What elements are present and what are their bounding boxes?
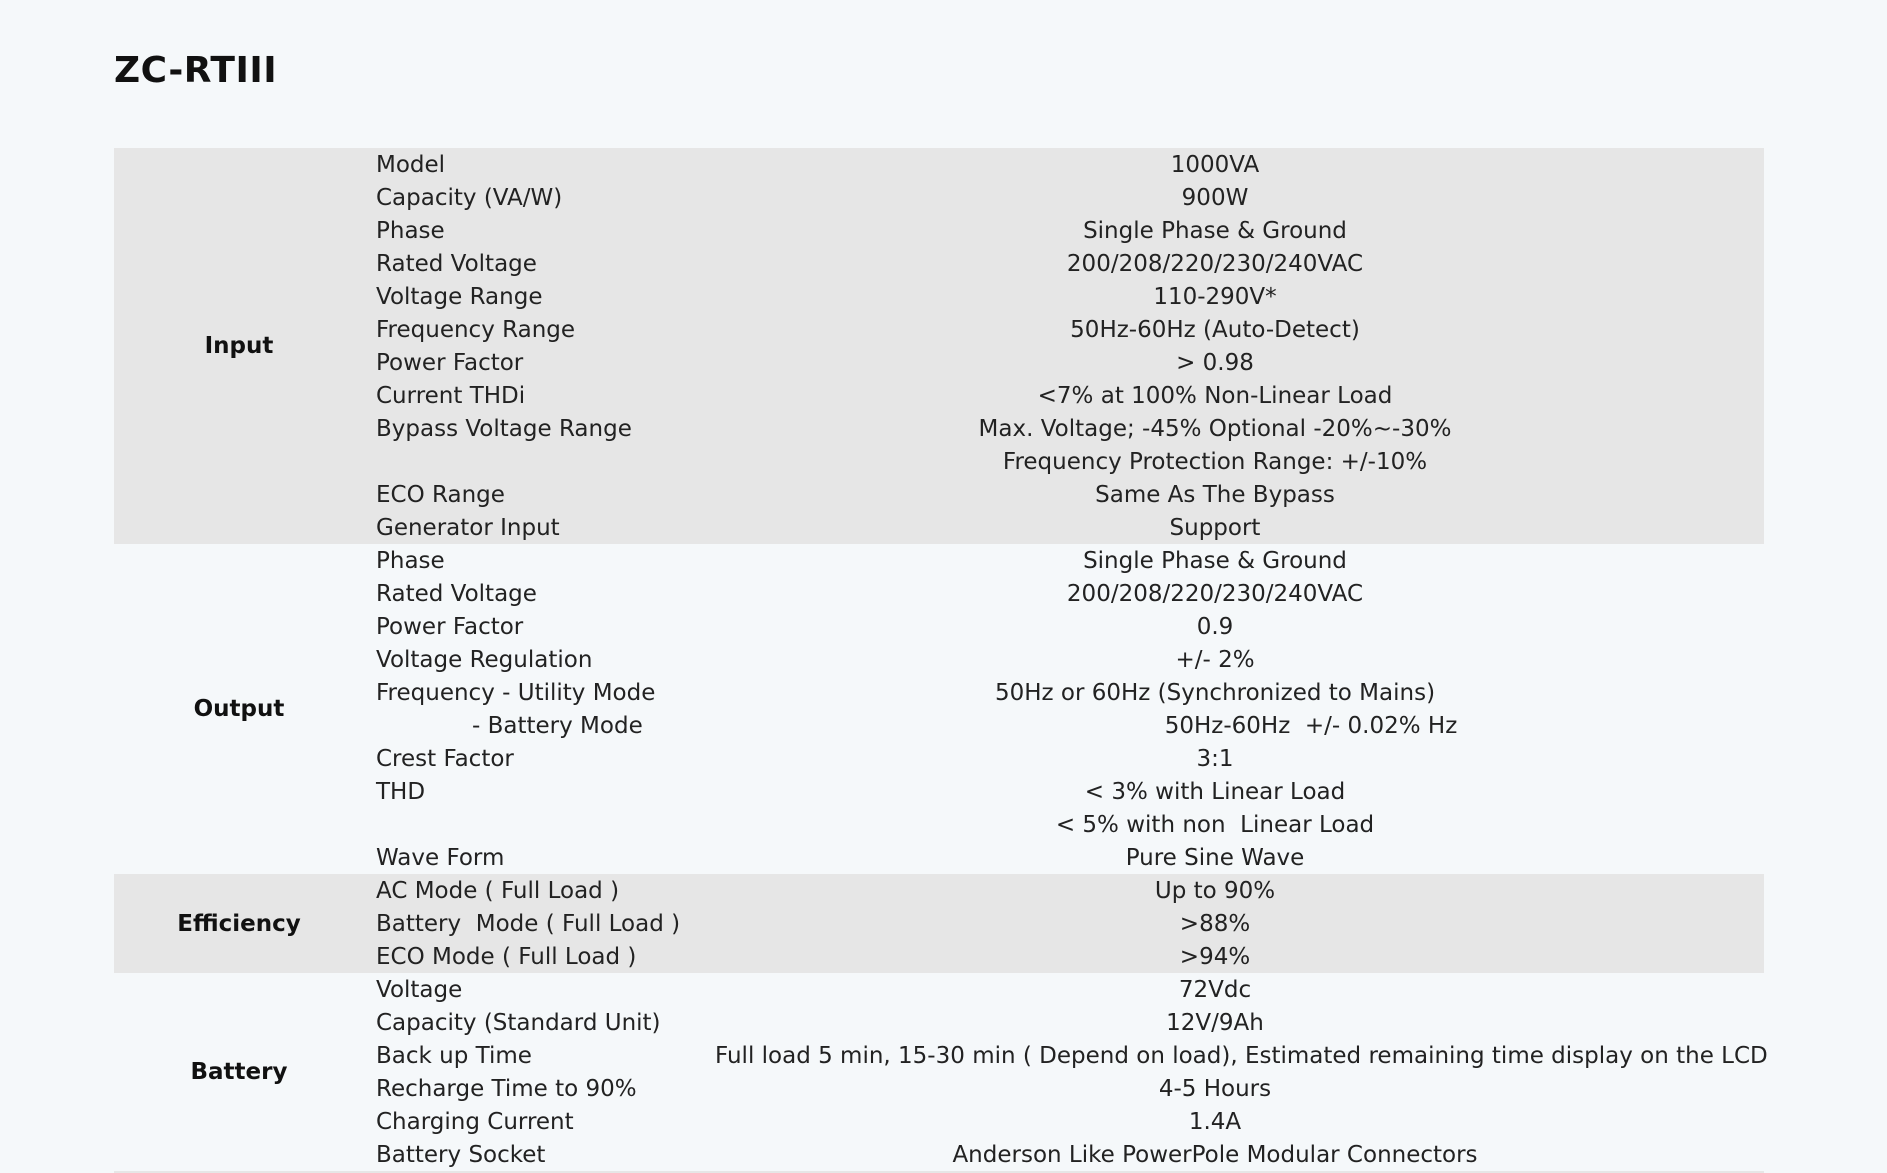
spec-parameter: Phase xyxy=(376,547,445,574)
spec-parameter: Capacity (VA/W) xyxy=(376,184,563,211)
section-label: Battery xyxy=(190,1059,288,1085)
section-rows xyxy=(364,874,1764,973)
spec-row xyxy=(364,643,1811,676)
spec-parameter: AC Mode ( Full Load ) xyxy=(376,877,620,904)
spec-row xyxy=(364,742,1811,775)
spec-row xyxy=(364,280,1764,313)
spec-value: 200/208/220/230/240VAC xyxy=(1066,250,1364,277)
spec-parameter: Capacity (Standard Unit) xyxy=(376,1009,661,1036)
section-efficiency xyxy=(114,874,1764,973)
spec-value: 110-290V* xyxy=(1153,283,1277,310)
spec-value: 1.4A xyxy=(1188,1108,1242,1135)
section-label: Input xyxy=(204,333,274,359)
spec-value: Pure Sine Wave xyxy=(1125,844,1305,871)
spec-value: Support xyxy=(1169,514,1261,541)
spec-row xyxy=(364,1006,1764,1039)
spec-row xyxy=(364,808,1811,841)
spec-parameter: Wave Form xyxy=(376,844,505,871)
spec-parameter: ECO Mode ( Full Load ) xyxy=(376,943,637,970)
spec-value: Up to 90% xyxy=(1154,877,1276,904)
spec-row xyxy=(364,874,1764,907)
spec-parameter: - Battery Mode xyxy=(472,712,643,739)
spec-parameter: Rated Voltage xyxy=(376,580,537,607)
section-rows xyxy=(364,148,1764,544)
page-title: ZC-RTIII xyxy=(114,50,278,91)
spec-value: 4-5 Hours xyxy=(1158,1075,1272,1102)
spec-value: < 3% with Linear Load xyxy=(1084,778,1346,805)
spec-value: Max. Voltage; -45% Optional -20%~-30% xyxy=(978,415,1452,442)
spec-value: 50Hz-60Hz +/- 0.02% Hz xyxy=(1164,712,1458,739)
spec-parameter: ECO Range xyxy=(376,481,505,508)
spec-value: <7% at 100% Non-Linear Load xyxy=(1037,382,1393,409)
section-rows xyxy=(364,973,1768,1171)
spec-parameter: Bypass Voltage Range xyxy=(376,415,632,442)
spec-parameter: Current THDi xyxy=(376,382,526,409)
spec-row xyxy=(364,907,1764,940)
spec-row xyxy=(364,313,1764,346)
spec-row xyxy=(364,181,1764,214)
spec-value: 1000VA xyxy=(1170,151,1260,178)
spec-value: >94% xyxy=(1179,943,1251,970)
spec-row xyxy=(364,1039,1768,1072)
section-label: Output xyxy=(193,696,285,722)
spec-row xyxy=(364,775,1811,808)
spec-value: Frequency Protection Range: +/-10% xyxy=(1002,448,1428,475)
spec-row xyxy=(364,478,1764,511)
spec-value: Single Phase & Ground xyxy=(1083,217,1347,244)
section-input xyxy=(114,148,1764,544)
spec-parameter: Power Factor xyxy=(376,349,524,376)
spec-value: < 5% with non Linear Load xyxy=(1055,811,1375,838)
spec-parameter: THD xyxy=(376,778,426,805)
spec-parameter: Phase xyxy=(376,217,445,244)
spec-parameter: Voltage Regulation xyxy=(376,646,593,673)
spec-value: Anderson Like PowerPole Modular Connectors xyxy=(952,1141,1478,1168)
spec-value: 50Hz or 60Hz (Synchronized to Mains) xyxy=(994,679,1436,706)
spec-parameter: Model xyxy=(376,151,446,178)
spec-value: 200/208/220/230/240VAC xyxy=(1066,580,1364,607)
spec-row xyxy=(364,247,1764,280)
spec-row xyxy=(364,445,1764,478)
spec-parameter: Voltage xyxy=(376,976,463,1003)
spec-row xyxy=(364,709,1811,742)
section-output xyxy=(114,544,1764,874)
spec-parameter: Generator Input xyxy=(376,514,560,541)
spec-row xyxy=(364,214,1764,247)
spec-parameter: Frequency - Utility Mode xyxy=(376,679,656,706)
spec-row xyxy=(364,841,1811,874)
spec-row xyxy=(364,544,1811,577)
spec-value: > 0.98 xyxy=(1176,349,1254,376)
spec-value: Single Phase & Ground xyxy=(1083,547,1347,574)
section-label: Efficiency xyxy=(177,910,301,937)
spec-value: >88% xyxy=(1179,910,1251,937)
spec-value: 0.9 xyxy=(1196,613,1234,640)
spec-parameter: Back up Time xyxy=(376,1042,532,1069)
spec-row xyxy=(364,1138,1764,1171)
spec-value: 12V/9Ah xyxy=(1166,1009,1264,1036)
spec-value: Full load 5 min, 15-30 min ( Depend on load), Estimated remaining time display on the LCD xyxy=(715,1042,1768,1069)
spec-row xyxy=(364,1072,1764,1105)
spec-row xyxy=(364,973,1764,1006)
spec-row xyxy=(364,676,1811,709)
spec-value: 50Hz-60Hz (Auto-Detect) xyxy=(1070,316,1360,343)
spec-row xyxy=(364,511,1764,544)
spec-parameter: Power Factor xyxy=(376,613,524,640)
spec-value: 3:1 xyxy=(1196,745,1234,772)
spec-row xyxy=(364,346,1764,379)
spec-row xyxy=(364,610,1811,643)
spec-parameter: Recharge Time to 90% xyxy=(376,1075,637,1102)
spec-parameter: Rated Voltage xyxy=(376,250,537,277)
spec-row xyxy=(364,940,1764,973)
spec-parameter: Charging Current xyxy=(376,1108,574,1135)
spec-row xyxy=(364,577,1811,610)
spec-table xyxy=(114,148,1768,1173)
spec-row xyxy=(364,412,1764,445)
spec-parameter: Voltage Range xyxy=(376,283,543,310)
spec-parameter: Frequency Range xyxy=(376,316,576,343)
section-rows xyxy=(364,544,1811,874)
spec-value: +/- 2% xyxy=(1175,646,1255,673)
spec-row xyxy=(364,1105,1764,1138)
spec-value: Same As The Bypass xyxy=(1095,481,1335,508)
spec-row xyxy=(364,148,1764,181)
spec-parameter: Battery Mode ( Full Load ) xyxy=(376,910,681,937)
spec-value: 72Vdc xyxy=(1178,976,1252,1003)
spec-parameter: Crest Factor xyxy=(376,745,514,772)
spec-parameter: Battery Socket xyxy=(376,1141,546,1168)
section-battery xyxy=(114,973,1768,1173)
spec-row xyxy=(364,379,1764,412)
spec-value: 900W xyxy=(1181,184,1249,211)
